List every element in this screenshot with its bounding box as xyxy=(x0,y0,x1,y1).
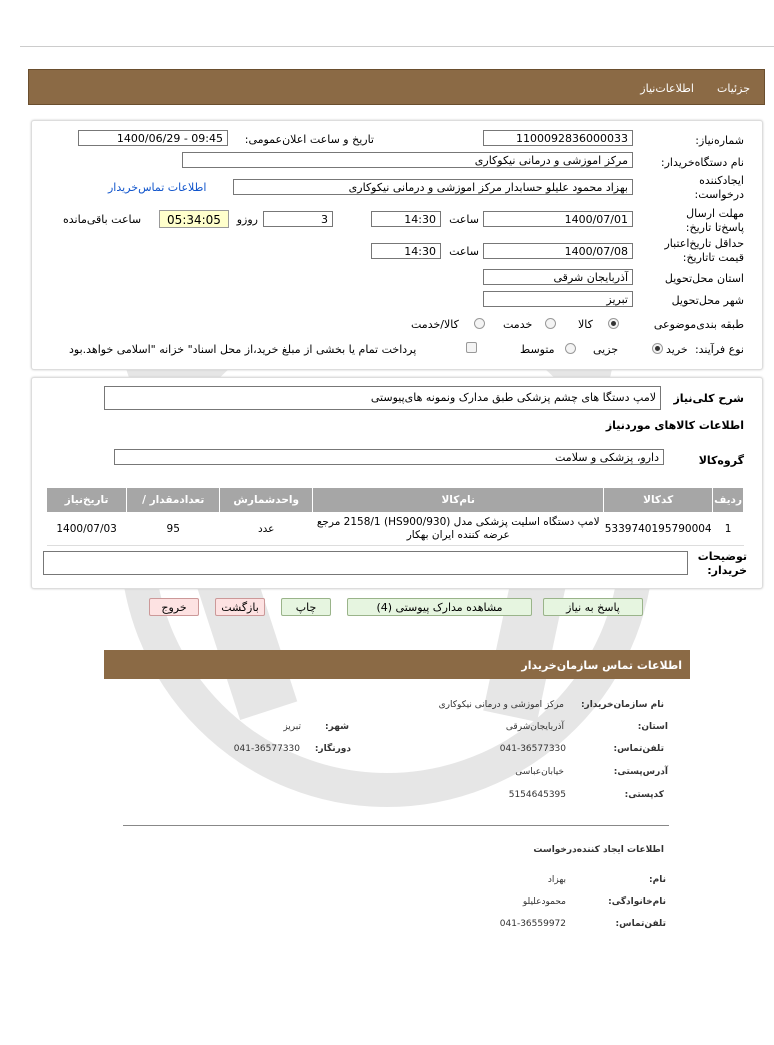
reply-button[interactable]: پاسخ به نیاز xyxy=(543,598,643,616)
tab-details[interactable]: جزئیات xyxy=(717,82,750,95)
family-value: محمودعلیلو xyxy=(522,897,566,907)
province-field: آذربایجان شرقی xyxy=(483,269,633,285)
validity-time-field: 14:30 xyxy=(371,243,441,259)
city-label: شهر محل‌تحویل xyxy=(671,294,744,307)
reply-time-field: 14:30 xyxy=(371,211,441,227)
days-field: 3 xyxy=(263,211,333,227)
goods-info-title: اطلاعات کالاهای موردنیاز xyxy=(605,419,744,432)
cat-service-label: خدمت xyxy=(503,318,533,331)
cat-goods-service-radio[interactable] xyxy=(474,318,485,329)
city-field: تبریز xyxy=(483,291,633,307)
buyer-org-field: مرکز اموزشی و درمانی نیکوکاری xyxy=(182,152,633,168)
process-medium-label: متوسط xyxy=(520,343,555,356)
reply-date-field: 1400/07/01 xyxy=(483,211,633,227)
row-name: لامپ دستگاه اسلیت پزشکی مدل (HS900/930) 2158/1 مرجع عرضه کننده ایران بهکار xyxy=(313,513,604,546)
process-buy-label: خرید xyxy=(666,343,688,356)
reply-deadline-label: مهلت ارسال پاسخ‌تا تاریخ: xyxy=(685,207,744,234)
name-value: بهزاد xyxy=(547,875,566,885)
days-label: روزو xyxy=(236,213,258,226)
org-value: مرکز اموزشی و درمانی نیکوکاری xyxy=(438,700,564,710)
desc-label: شرح کلی‌نیاز xyxy=(673,392,744,405)
exit-button[interactable]: خروج xyxy=(149,598,199,616)
contact-title: اطلاعات تماس سازمان‌خریدار xyxy=(521,659,682,672)
contact-link-text[interactable]: اطلاعات تماس‌خریدار xyxy=(108,181,207,194)
city-c-label: شهر: xyxy=(325,722,349,732)
province-label: استان محل‌تحویل xyxy=(664,272,744,285)
col-code: کدکالا xyxy=(604,488,713,513)
buyer-notes-field xyxy=(43,551,688,575)
validity-time-label: ساعت xyxy=(449,245,479,258)
city-c-value: تبریز xyxy=(283,722,301,732)
back-button[interactable]: بازگشت xyxy=(215,598,265,616)
col-unit: واحدشمارش xyxy=(220,488,313,513)
announce-field: 1400/06/29 - 09:45 xyxy=(78,130,228,146)
address-label: آدرس‌پستی: xyxy=(613,767,668,777)
cphone-value: 041-36559972 xyxy=(499,919,566,929)
validity-label: حداقل تاریخ‌اعتبار قیمت تا‌تاریخ: xyxy=(664,237,744,264)
reply-time-label: ساعت xyxy=(449,213,479,226)
phone-value: 041-36577330 xyxy=(499,744,566,754)
cat-goods-service-label: کالا/خدمت xyxy=(411,318,459,331)
group-field: دارو، پزشکی و سلامت xyxy=(114,449,664,465)
cphone-label: تلفن‌تماس: xyxy=(615,919,666,929)
desc-field: لامپ دستگا های چشم پزشکی طبق مدارک ونمونه های‌پیوستی xyxy=(104,386,661,410)
process-label: نوع فرآیند: xyxy=(694,343,744,356)
table-row xyxy=(47,513,744,546)
name-label: نام: xyxy=(649,875,666,885)
remaining-label: ساعت باقی‌مانده xyxy=(63,213,142,226)
process-partial-radio[interactable] xyxy=(652,343,663,354)
fax-label: دورنگار: xyxy=(314,744,351,754)
process-partial-label: جزیی xyxy=(593,343,619,356)
creator-label: ایجادکننده درخواست: xyxy=(694,174,744,201)
cat-goods-label: کالا xyxy=(578,318,593,331)
treasury-payment-checkbox[interactable] xyxy=(466,342,477,353)
org-label: نام سازمان‌خریدار: xyxy=(580,700,664,710)
row-code: 5339740195790004 xyxy=(604,513,713,546)
top-divider xyxy=(20,46,774,47)
need-number-label: شماره‌نیاز: xyxy=(695,134,744,147)
attachments-button[interactable]: مشاهده مدارک پیوستی (4) xyxy=(347,598,532,616)
buyer-notes-label: توضیحات خریدار: xyxy=(697,550,747,577)
fax-value: 041-36577330 xyxy=(233,744,300,754)
row-unit: عدد xyxy=(220,513,313,546)
postal-value: 5154645395 xyxy=(508,790,566,800)
address-value: خیابان‌عباسی xyxy=(515,767,564,777)
contact-divider xyxy=(123,825,669,826)
phone-label: تلفن‌تماس: xyxy=(613,744,664,754)
tab-need-info[interactable]: اطلاعات‌نیاز xyxy=(640,82,694,95)
buyer-org-label: نام دستگاه‌خریدار: xyxy=(660,156,744,169)
row-qty: 95 xyxy=(127,513,220,546)
need-number-field: 1100092836000033 xyxy=(483,130,633,146)
postal-label: کدپستی: xyxy=(624,790,664,800)
col-name: نام‌کالا xyxy=(313,488,604,513)
group-label: گروه‌کالا xyxy=(698,454,744,467)
province-c-label: استان: xyxy=(637,722,668,732)
category-label: طبقه بندی‌موضوعی xyxy=(653,318,744,331)
cat-service-radio[interactable] xyxy=(545,318,556,329)
tab-bar xyxy=(28,69,765,105)
payment-note: پرداخت تمام یا بخشی از مبلغ خرید،از محل اسناد" خزانه "اسلامی خواهد.بود xyxy=(69,343,417,356)
row-idx: 1 xyxy=(713,513,744,546)
province-c-value: آذربایجان‌شرقی xyxy=(505,722,564,732)
cat-goods-radio[interactable] xyxy=(608,318,619,329)
contact-link[interactable] xyxy=(108,181,206,194)
col-idx: ردیف xyxy=(713,488,744,513)
validity-date-field: 1400/07/08 xyxy=(483,243,633,259)
print-button[interactable]: چاپ xyxy=(281,598,331,616)
remaining-time-field: 05:34:05 xyxy=(159,210,229,228)
row-date: 1400/07/03 xyxy=(47,513,127,546)
items-table xyxy=(46,487,744,546)
creator-field: بهزاد محمود علیلو حسابدار مرکز اموزشی و درمانی نیکوکاری xyxy=(233,179,633,195)
creator-info-title: اطلاعات ایجاد کننده‌درخواست xyxy=(533,845,664,855)
announce-label: تاریخ و ساعت اعلان‌عمومی: xyxy=(244,133,374,146)
process-medium-radio[interactable] xyxy=(565,343,576,354)
table-header-row xyxy=(47,488,744,513)
contact-title-bar xyxy=(104,650,690,679)
family-label: نام‌خانوادگی: xyxy=(608,897,666,907)
col-qty: تعداد‌مقدار / xyxy=(127,488,220,513)
col-date: تاریخ‌نیاز xyxy=(47,488,127,513)
